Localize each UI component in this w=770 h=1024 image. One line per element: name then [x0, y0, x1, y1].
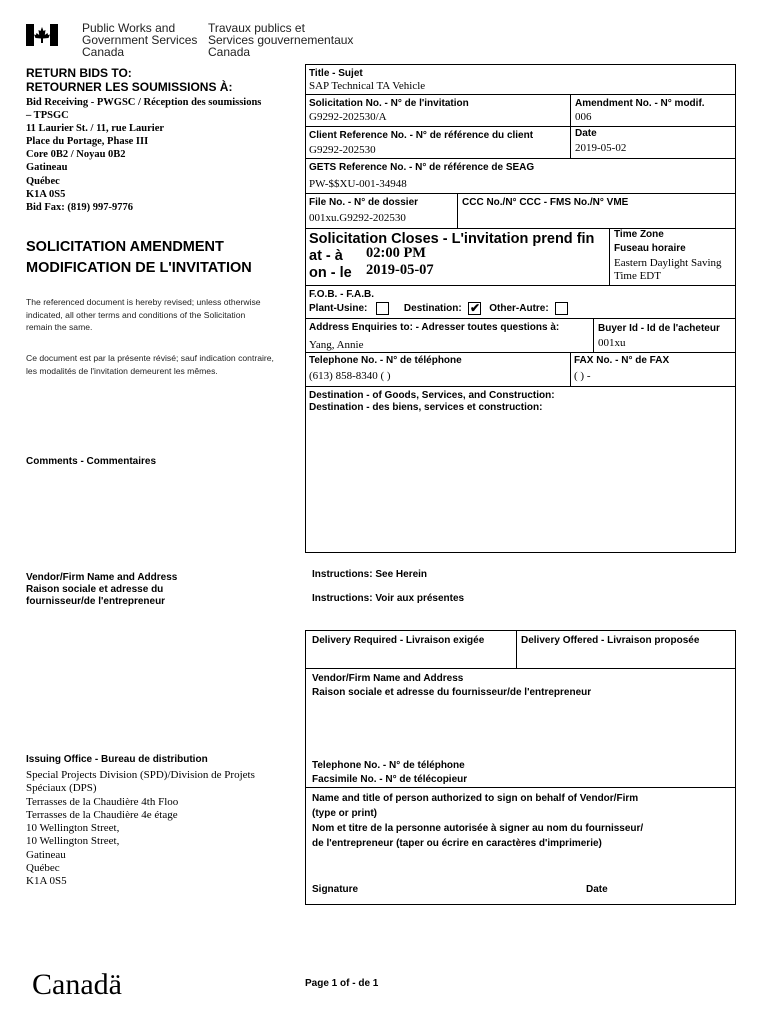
destination-goods-label: Destination - of Goods, Services, and Construction: — [309, 390, 555, 401]
time-zone-value-2: Time EDT — [614, 270, 661, 282]
solicitation-closes-label: Solicitation Closes - L'invitation prend fin — [309, 231, 595, 247]
issuing-office-address — [26, 769, 255, 889]
page-number: Page 1 of - de 1 — [305, 978, 379, 989]
authorized-person-line: Nom et titre de la personne autorisée à signer au nom du fournisseur/ — [312, 823, 644, 834]
vendor-facsimile-label: Facsimile No. - N° de télécopieur — [312, 774, 468, 785]
issuing-office-line: Terrasses de la Chaudière 4th Floo — [26, 795, 179, 808]
amendment-title-en: SOLICITATION AMENDMENT — [26, 239, 224, 255]
solicitation-number-value: G9292-202530/A — [309, 111, 387, 123]
amendment-text-line: Ce document est par la présente révisé; sauf indication contraire, — [26, 353, 274, 363]
department-name-en — [82, 22, 197, 58]
address-line: Gatineau — [26, 162, 68, 174]
address-line: 11 Laurier St. / 11, rue Laurier — [26, 123, 165, 135]
return-bids-title-en: RETURN BIDS TO: — [26, 66, 132, 80]
telephone-label: Telephone No. - N° de téléphone — [309, 355, 462, 366]
vendor-firm-label-left — [26, 572, 177, 608]
delivery-required-label: Delivery Required - Livraison exigée — [312, 635, 485, 646]
return-bids-title — [26, 66, 232, 94]
address-line: Bid Receiving - PWGSC / Réception des soumissions — [26, 97, 262, 108]
department-name-fr — [208, 22, 353, 58]
address-line: Core 0B2 / Noyau 0B2 — [26, 149, 126, 161]
amendment-text-fr — [26, 352, 274, 377]
plant-usine-checkbox[interactable] — [376, 302, 389, 315]
address-line: Québec — [26, 175, 60, 187]
canada-flag-icon — [26, 24, 58, 46]
destination-biens-label: Destination - des biens, services et construction: — [309, 402, 543, 413]
title-label: Title - Sujet — [309, 68, 363, 79]
instructions-fr: Instructions: Voir aux présentes — [312, 593, 465, 604]
amendment-number-label: Amendment No. - N° modif. — [575, 98, 705, 109]
authorized-person-label — [312, 791, 643, 851]
title-value: SAP Technical TA Vehicle — [309, 80, 426, 92]
fuseau-horaire-label: Fuseau horaire — [614, 243, 686, 254]
comments-label: Comments - Commentaires — [26, 456, 157, 467]
time-zone-value: Eastern Daylight Saving — [614, 257, 722, 269]
file-number-value: 001xu.G9292-202530 — [309, 212, 406, 224]
vendor-left-line: fournisseur/de l'entrepreneur — [26, 596, 166, 607]
date-label: Date — [575, 128, 597, 139]
issuing-office-line: 10 Wellington Street, — [26, 835, 120, 848]
issuing-office-line: Gatineau — [26, 848, 66, 861]
telephone-value: (613) 858-8340 ( ) — [309, 370, 391, 382]
address-enquiries-label: Address Enquiries to: - Adresser toutes questions à: — [309, 322, 560, 333]
file-number-label: File No. - N° de dossier — [309, 197, 419, 208]
address-line: Place du Portage, Phase III — [26, 136, 149, 148]
dept-fr-line: Travaux publics et — [208, 21, 305, 35]
gets-reference-label: GETS Reference No. - N° de référence de SEAG — [309, 162, 535, 173]
delivery-offered-label: Delivery Offered - Livraison proposée — [521, 635, 700, 646]
client-reference-label: Client Reference No. - N° de référence du client — [309, 130, 534, 141]
other-autre-checkbox[interactable] — [555, 302, 568, 315]
time-zone-label: Time Zone — [614, 229, 664, 240]
return-bids-title-fr: RETOURNER LES SOUMISSIONS À: — [26, 80, 233, 94]
amendment-text-line: remain the same. — [26, 322, 93, 332]
amendment-text-line: indicated, all other terms and conditions of the Solicitation — [26, 309, 246, 320]
vendor-telephone-label: Telephone No. - N° de téléphone — [312, 760, 465, 771]
instructions-en: Instructions: See Herein — [312, 569, 428, 580]
fax-value: ( ) - — [574, 370, 591, 382]
issuing-office-line: K1A 0S5 — [26, 875, 67, 888]
amendment-title — [26, 237, 252, 279]
authorized-person-line: Name and title of person authorized to sign on behalf of Vendor/Firm — [312, 793, 639, 804]
amendment-number-value: 006 — [575, 111, 592, 123]
destination-label: Destination: — [403, 303, 462, 315]
address-enquiries-value: Yang, Annie — [309, 339, 364, 351]
signature-label: Signature — [312, 884, 359, 895]
client-reference-value: G9292-202530 — [309, 144, 376, 156]
amendment-title-fr: MODIFICATION DE L'INVITATION — [26, 260, 252, 276]
issuing-office-line: Spéciaux (DPS) — [26, 782, 97, 795]
amendment-text-line: The referenced document is hereby revised; unless otherwise — [26, 297, 261, 307]
address-line: – TPSGC — [26, 110, 69, 122]
canada-wordmark: Canadä — [32, 968, 122, 1001]
at-label: at - à — [309, 248, 343, 264]
on-label: on - le — [309, 265, 352, 281]
gets-reference-value: PW-$$XU-001-34948 — [309, 178, 407, 190]
issuing-office-line: Terrasses de la Chaudière 4e étage — [26, 808, 178, 821]
ccc-number-label: CCC No./N° CCC - FMS No./N° VME — [462, 197, 629, 208]
vendor-firm-name-label: Vendor/Firm Name and Address — [312, 673, 464, 684]
closing-time-value: 02:00 PM — [366, 245, 426, 261]
date-value: 2019-05-02 — [575, 142, 627, 154]
destination-checkbox[interactable]: ✔ — [469, 301, 480, 315]
buyer-id-label: Buyer Id - Id de l'acheteur — [598, 323, 720, 334]
return-bids-address — [26, 96, 296, 214]
fax-label: FAX No. - N° de FAX — [574, 355, 670, 366]
amendment-text-en — [26, 296, 261, 334]
authorized-person-line: de l'entrepreneur (taper ou écrire en caractères d'imprimerie) — [312, 838, 602, 849]
dept-en-line: Public Works and — [82, 21, 176, 35]
dept-fr-line: Services gouvernementaux — [208, 33, 354, 47]
address-line: K1A 0S5 — [26, 188, 66, 200]
amendment-text-line: les modalités de l'invitation demeurent les mêmes. — [26, 365, 218, 376]
dept-fr-line: Canada — [208, 45, 251, 59]
fob-options — [309, 302, 568, 316]
closing-date-value: 2019-05-07 — [366, 262, 434, 278]
signature-date-label: Date — [586, 884, 608, 895]
authorized-person-line: (type or print) — [312, 808, 377, 819]
bid-fax: Bid Fax: (819) 997-9776 — [26, 201, 134, 213]
vendor-firm-address-label: Raison sociale et adresse du fournisseur/de l'entrepreneur — [312, 687, 592, 698]
issuing-office-label: Issuing Office - Bureau de distribution — [26, 754, 208, 765]
buyer-id-value: 001xu — [598, 337, 626, 349]
vendor-left-line: Raison sociale et adresse du — [26, 584, 164, 595]
fob-label: F.O.B. - F.A.B. — [309, 289, 374, 300]
vendor-left-line: Vendor/Firm Name and Address — [26, 572, 178, 583]
dept-en-line: Government Services — [82, 33, 198, 47]
issuing-office-line: Special Projects Division (SPD)/Division de Projets — [26, 769, 255, 781]
issuing-office-line: Québec — [26, 862, 60, 875]
dept-en-line: Canada — [82, 45, 125, 59]
issuing-office-line: 10 Wellington Street, — [26, 822, 120, 835]
solicitation-number-label: Solicitation No. - N° de l'invitation — [309, 98, 469, 109]
plant-usine-label: Plant-Usine: — [309, 303, 368, 315]
other-autre-label: Other-Autre: — [489, 303, 549, 315]
